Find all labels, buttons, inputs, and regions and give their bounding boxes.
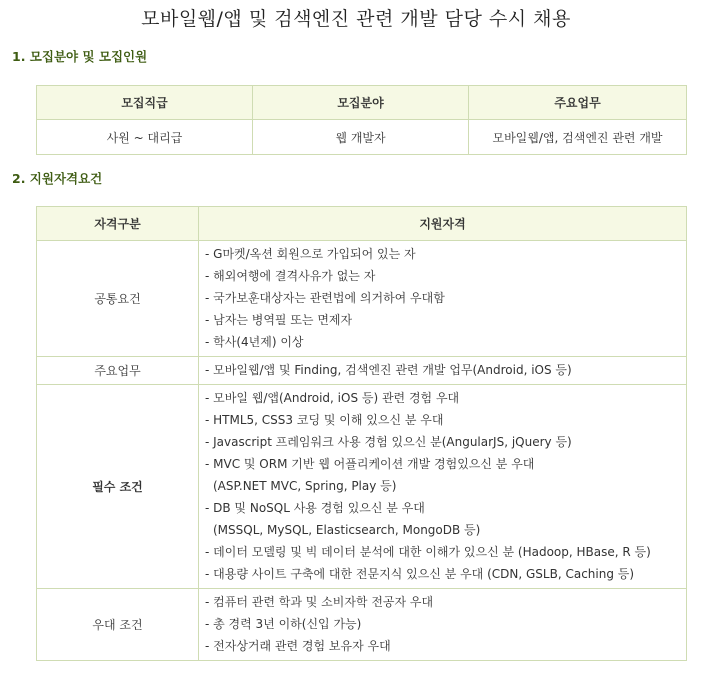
header-qualification: 지원자격 [199,207,687,241]
items-preferred [199,589,687,661]
table-header-row [37,207,687,241]
table-row [37,385,687,589]
header-rank: 모집직급 [37,86,253,120]
table-row [37,589,687,661]
category-required: 필수 조건 [37,385,199,589]
table-header-row [37,86,687,120]
table-row [37,120,687,155]
qualifications-table [36,206,687,661]
list-item: - 남자는 병역필 또는 면제자 [205,313,353,327]
cell-rank: 사원 ~ 대리급 [37,120,253,155]
section-heading-recruitment: 1. 모집분야 및 모집인원 [12,49,148,64]
items-common [199,241,687,357]
list-item: - 데이터 모델링 및 빅 데이터 분석에 대한 이해가 있으신 분 (Hadoop, HBase, R 등) [205,545,651,559]
items-main-duty [199,357,687,385]
list-item: - 전자상거래 관련 경험 보유자 우대 [205,639,391,653]
list-item: - DB 및 NoSQL 사용 경험 있으신 분 우대 [205,501,425,515]
list-item: (ASP.NET MVC, Spring, Play 등) [213,479,397,493]
list-item: - 컴퓨터 관련 학과 및 소비자학 전공자 우대 [205,595,434,609]
category-preferred: 우대 조건 [37,589,199,661]
category-main-duty: 주요업무 [37,357,199,385]
list-item: - 국가보훈대상자는 관련법에 의거하여 우대함 [205,291,445,305]
header-category: 자격구분 [37,207,199,241]
items-required [199,385,687,589]
category-common: 공통요건 [37,241,199,357]
cell-field: 웹 개발자 [253,120,469,155]
header-duty: 주요업무 [469,86,687,120]
recruitment-table [36,85,687,155]
header-field: 모집분야 [253,86,469,120]
section-heading-qualifications: 2. 지원자격요건 [12,171,103,186]
list-item: - HTML5, CSS3 코딩 및 이해 있으신 분 우대 [205,413,444,427]
list-item: - Javascript 프레임워크 사용 경험 있으신 분(AngularJS, jQuery 등) [205,435,572,449]
list-item: - MVC 및 ORM 기반 웹 어플리케이션 개발 경험있으신 분 우대 [205,457,535,471]
table-row [37,241,687,357]
list-item: - 모바일웹/앱 및 Finding, 검색엔진 관련 개발 업무(Android, iOS 등) [205,363,572,377]
list-item: - 대용량 사이트 구축에 대한 전문지식 있으신 분 우대 (CDN, GSLB, Caching 등) [205,567,635,581]
table-row [37,357,687,385]
list-item: - 학사(4년제) 이상 [205,335,304,349]
list-item: - 해외여행에 결격사유가 없는 자 [205,269,376,283]
cell-duty: 모바일웹/앱, 검색엔진 관련 개발 [469,120,687,155]
list-item: - G마켓/옥션 회원으로 가입되어 있는 자 [205,247,416,261]
list-item: - 모바일 웹/앱(Android, iOS 등) 관련 경험 우대 [205,391,460,405]
page-title: 모바일웹/앱 및 검색엔진 관련 개발 담당 수시 채용 [141,8,571,30]
list-item: (MSSQL, MySQL, Elasticsearch, MongoDB 등) [213,523,481,537]
list-item: - 총 경력 3년 이하(신입 가능) [205,617,362,631]
